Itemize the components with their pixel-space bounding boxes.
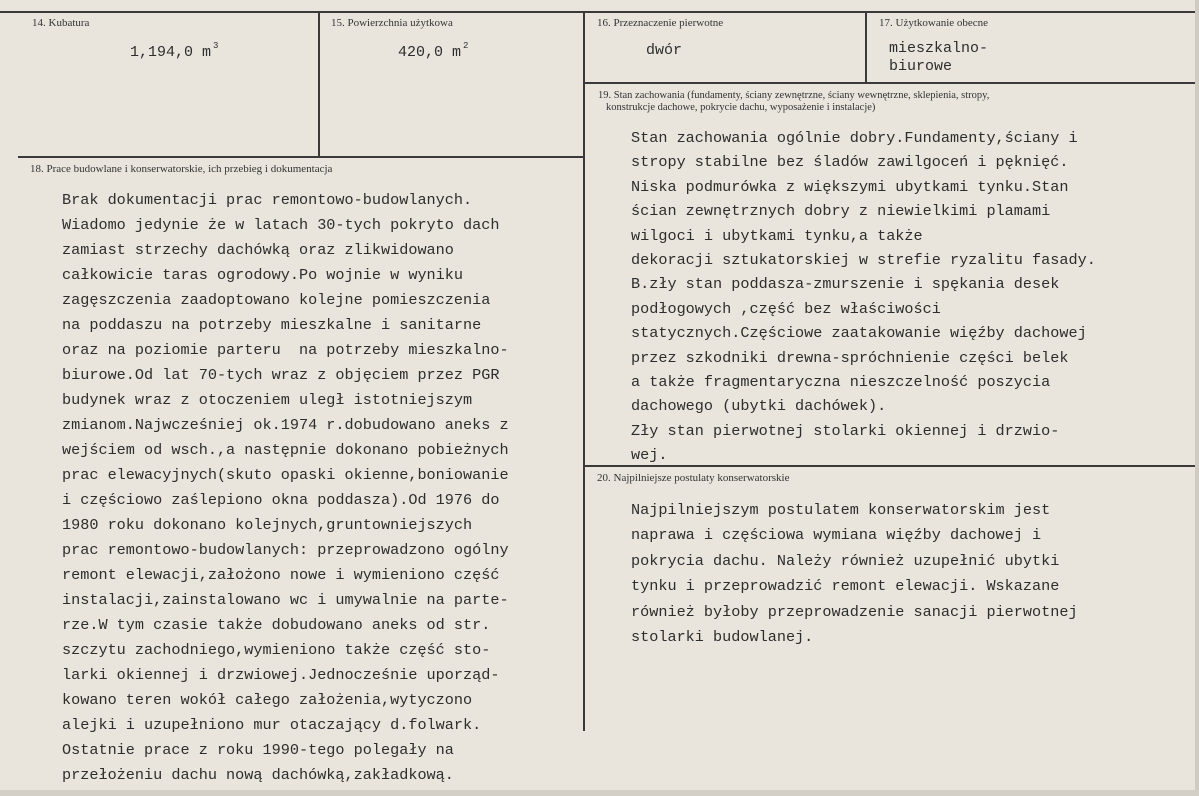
field-18-line: Ostatnie prace z roku 1990-tego polegały na (62, 741, 454, 759)
field-19-text (631, 126, 1096, 468)
field-19-label-line-2: konstrukcje dachowe, pokrycie dachu, wyposażenie i instalacje) (606, 102, 876, 113)
field-18-line: alejki i uzupełniono mur otaczający d.folwark. (62, 716, 482, 734)
field-15-value (398, 41, 469, 61)
field-18-line: na poddaszu na potrzeby mieszkalne i sanitarne (62, 316, 482, 334)
field-19-line: a także fragmentaryczna nieszczelność poszycia (631, 373, 1051, 392)
field-20-line: stolarki budowlanej. (631, 628, 814, 647)
field-14-label: 14. Kubatura (32, 17, 90, 29)
divider-col-14-15 (318, 11, 320, 157)
field-14-number: 1,194,0 m (130, 44, 212, 61)
field-18-line: Wiadomo jedynie że w latach 30-tych pokryto dach (62, 216, 500, 234)
field-17-label: 17. Użytkowanie obecne (879, 17, 989, 29)
field-19-line: Niska podmurówka z większymi ubytkami tynku.Stan (631, 177, 1069, 196)
field-18-line: zmianom.Najwcześniej ok.1974 r.dobudowano aneks z (62, 416, 509, 434)
field-18-line: wejściem od wsch.,a następnie dokonano pobieżnych (62, 441, 509, 459)
field-18-line: 1980 roku dokonano kolejnych,gruntowniejszych (62, 516, 473, 534)
field-18-line: biurowe.Od lat 70-tych wraz z objęciem przez PGR (62, 366, 500, 384)
field-18-line: i częściowo zaślepiono okna poddasza).Od 1976 do (62, 491, 500, 509)
field-18-line: przełożeniu dachu nową dachówką,zakładkową. (62, 766, 454, 784)
field-18-line: budynek wraz z otoczeniem uległ istotniejszym (62, 391, 473, 409)
field-18-line: remont elewacji,założono nowe i wymieniono część (62, 566, 500, 584)
field-20-line: pokrycia dachu. Należy również uzupełnić ubytki (631, 551, 1060, 570)
field-19-line: ścian zewnętrznych dobry z niewielkimi plamami (631, 202, 1051, 221)
field-18-line: prac elewacyjnych(skuto opaski okienne,boniowanie (62, 466, 509, 484)
field-18-line: szczytu zachodniego,wymieniono także część sto- (62, 641, 491, 659)
top-border (0, 11, 1199, 13)
field-18-line: zamiast strzechy dachówką oraz zlikwidowano (62, 241, 454, 259)
field-16-label: 16. Przeznaczenie pierwotne (597, 17, 724, 29)
divider-col-16-17 (865, 11, 867, 83)
field-20-text (631, 498, 1078, 650)
divider-row1-right (584, 82, 1199, 84)
field-18-line: Brak dokumentacji prac remontowo-budowlanych. (62, 191, 473, 209)
field-14-unit-exponent: 3 (213, 41, 219, 51)
field-15-unit-exponent: 2 (463, 41, 469, 51)
field-19-line: B.zły stan poddasza-zmurszenie i spękania desek (631, 275, 1060, 294)
field-16-value: dwór (646, 42, 683, 59)
field-14-value (130, 41, 219, 61)
field-19-line: dachowego (ubytki dachówek). (631, 397, 887, 416)
divider-col-main (583, 11, 585, 731)
field-18-line: prac remontowo-budowlanych: przeprowadzono ogólny (62, 541, 509, 559)
field-15-number: 420,0 m (398, 44, 462, 61)
field-18-line: całkowicie taras ogrodowy.Po wojnie w wyniku (62, 266, 464, 284)
field-20-line: tynku i przeprowadzić remont elewacji. Wskazane (631, 577, 1060, 596)
field-20-line: Najpilniejszym postulatem konserwatorskim jest (631, 501, 1051, 519)
field-19-line: Zły stan pierwotnej stolarki okiennej i drzwio- (631, 421, 1060, 440)
field-18-text (62, 188, 509, 788)
paper-edge-right (1195, 0, 1199, 796)
paper-edge-bottom (0, 790, 1199, 796)
field-19-line: przez szkodniki drewna-spróchnienie części belek (631, 348, 1069, 367)
field-20-line: również byłoby przeprowadzenie sanacji pierwotnej (631, 602, 1078, 621)
field-20-line: naprawa i częściowa wymiana więźby dachowej i (631, 526, 1042, 545)
divider-row1-left (18, 156, 584, 158)
field-19-line: dekoracji sztukatorskiej w strefie ryzalitu fasady. (631, 251, 1096, 270)
field-19-line: stropy stabilne bez śladów zawilgoceń i pęknięć. (631, 153, 1069, 172)
field-18-line: larki okiennej i drzwiowej.Jednocześnie uporząd- (62, 666, 500, 684)
field-19-line: podłogowych ,część bez właściwości (631, 299, 941, 318)
field-18-line: rze.W tym czasie także dobudowano aneks od str. (62, 616, 491, 634)
field-18-line: oraz na poziomie parteru na potrzeby mieszkalno- (62, 341, 509, 359)
field-19-label-line-1: 19. Stan zachowania (fundamenty, ściany zewnętrzne, ściany wewnętrzne, sklepienia, stropy, (598, 90, 990, 101)
field-19-line: Stan zachowania ogólnie dobry.Fundamenty,ściany i (631, 129, 1078, 147)
field-19-line: wilgoci i ubytkami tynku,a także (631, 226, 923, 245)
field-19-line: statycznych.Częściowe zaatakowanie więźby dachowej (631, 324, 1087, 343)
field-18-line: kowano teren wokół całego założenia,wytyczono (62, 691, 473, 709)
field-20-label: 20. Najpilniejsze postulaty konserwatorskie (597, 472, 790, 484)
field-19-line: wej. (631, 446, 668, 465)
field-17-value-line-1: mieszkalno- (889, 40, 989, 57)
field-15-label: 15. Powierzchnia użytkowa (331, 17, 453, 29)
field-18-label: 18. Prace budowlane i konserwatorskie, ich przebieg i dokumentacja (30, 163, 333, 175)
field-18-line: instalacji,zainstalowano wc i umywalnie na parte- (62, 591, 509, 609)
field-17-value-line-2: biurowe (889, 58, 953, 75)
field-18-line: zagęszczenia zaadoptowano kolejne pomieszczenia (62, 291, 491, 309)
